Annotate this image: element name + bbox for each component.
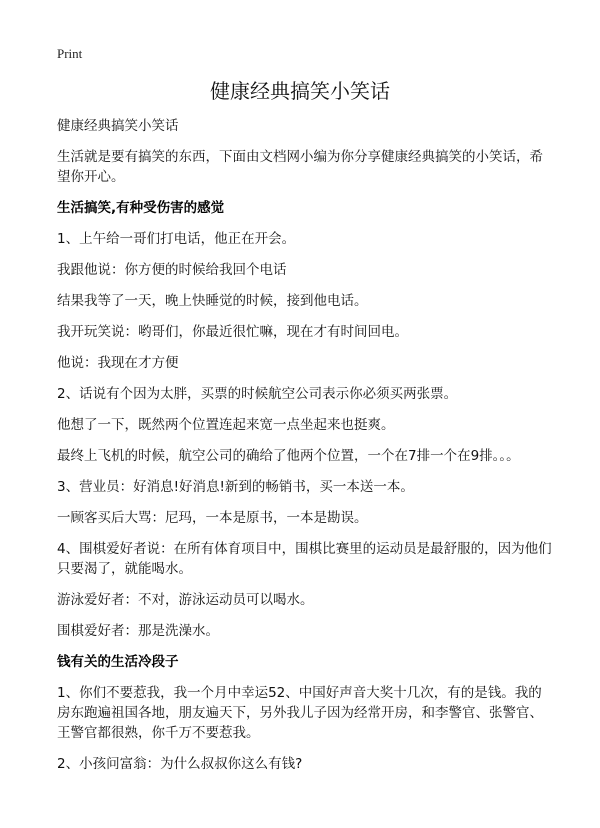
paragraph: 他想了一下，既然两个位置连起来宽一点坐起来也挺爽。 — [57, 417, 395, 433]
paragraph: 1、你们不要惹我，我一个月中幸运52、中国好声音大奖十几次，有的是钱。我的房东跑遍祖国各地，朋友遍天下，另外我儿子因为经常开房，和李警官、张警官、王警官都很熟，你千万不要惹我。 — [57, 685, 543, 741]
paragraph: 他说：我现在才方便 — [57, 355, 179, 371]
paragraph: 2、话说有个因为太胖，买票的时候航空公司表示你必须买两张票。 — [57, 386, 458, 402]
paragraph: 游泳爱好者：不对，游泳运动员可以喝水。 — [57, 592, 314, 608]
document-body — [57, 116, 552, 785]
paragraph: 4、围棋爱好者说：在所有体育项目中，围棋比赛里的运动员是最舒服的，因为他们只要渴了，就能喝水。 — [57, 541, 552, 577]
paragraph: 最终上飞机的时候，航空公司的确给了他两个位置，一个在7排一个在9排。。。 — [57, 448, 520, 464]
paragraph: 2、小孩问富翁：为什么叔叔你这么有钱? — [57, 756, 303, 772]
paragraph: 健康经典搞笑小笑话 — [57, 118, 179, 134]
paragraph: 结果我等了一天，晚上快睡觉的时候，接到他电话。 — [57, 293, 368, 309]
paragraph: 一顾客买后大骂：尼玛，一本是原书，一本是勘误。 — [57, 510, 368, 526]
paragraph: 生活就是要有搞笑的东西，下面由文档网小编为你分享健康经典搞笑的小笑话，希望你开心。 — [57, 149, 543, 185]
paragraph: 1、上午给一哥们打电话，他正在开会。 — [57, 231, 296, 247]
document-title: 健康经典搞笑小笑话 — [210, 79, 390, 103]
paragraph: 我跟他说：你方便的时候给我回个电话 — [57, 262, 287, 278]
paragraph: 3、营业员：好消息!好消息!新到的畅销书，买一本送一本。 — [57, 479, 414, 495]
section-heading: 钱有关的生活冷段子 — [57, 654, 179, 670]
paragraph: 围棋爱好者：那是洗澡水。 — [57, 623, 219, 639]
paragraph: 我开玩笑说：哟哥们，你最近很忙嘛，现在才有时间回电。 — [57, 324, 408, 340]
section-heading: 生活搞笑,有种受伤害的感觉 — [57, 200, 225, 216]
print-label: Print — [57, 46, 83, 61]
